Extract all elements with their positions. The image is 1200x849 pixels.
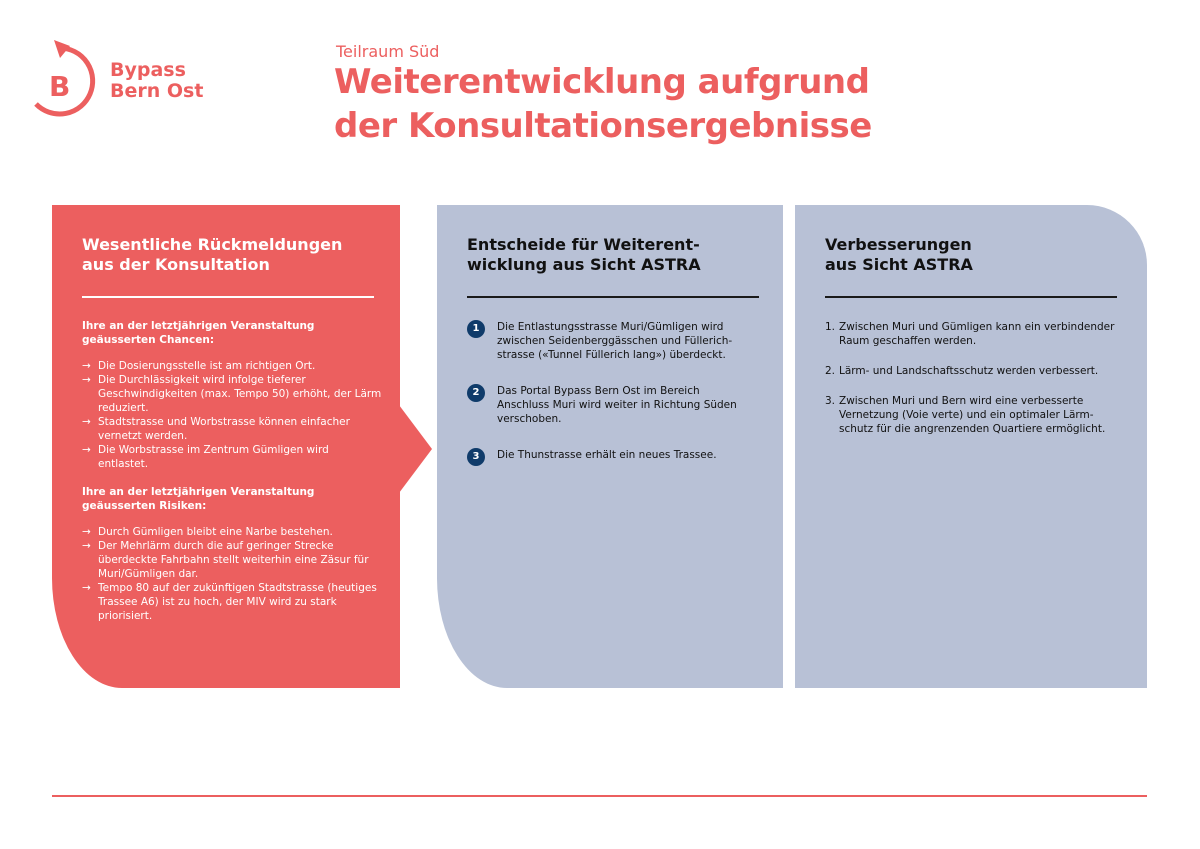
panel-decisions <box>437 205 783 688</box>
list-item <box>82 539 382 581</box>
chances-heading <box>82 319 382 347</box>
number-badge: 2 <box>467 384 485 402</box>
logo-line1: Bypass <box>110 59 186 81</box>
list-item-text: Der Mehrlärm durch die auf geringer Strecke überdeckte Fahrbahn stellt weiterhin eine Zäsur für Muri/Gümligen dar. <box>98 540 369 580</box>
chances-heading-line2: geäusserten Chancen: <box>82 334 215 346</box>
footer-divider <box>52 795 1147 797</box>
arrow-icon: → <box>82 360 91 372</box>
decisions-list <box>467 320 737 484</box>
title-line1: Weiterentwicklung aufgrund <box>334 62 870 102</box>
arrow-icon: → <box>82 540 91 552</box>
divider <box>82 296 374 298</box>
panel-improvements-heading <box>825 235 973 275</box>
page-title <box>334 60 872 148</box>
page-subtitle: Teilraum Süd <box>336 42 440 61</box>
arrow-icon: → <box>82 444 91 456</box>
divider <box>467 296 759 298</box>
list-item-text: Zwischen Muri und Bern wird eine verbesserte Vernetzung (Voie verte) und ein optimaler Lärm-schutz für die angrenzenden Quartiere ermöglicht. <box>839 395 1106 435</box>
list-item <box>82 525 382 539</box>
panel-improvements <box>795 205 1147 688</box>
list-item-text: Das Portal Bypass Bern Ost im Bereich Anschluss Muri wird weiter in Richtung Süden verschoben. <box>497 385 737 425</box>
divider <box>825 296 1117 298</box>
list-item-text: Stadtstrasse und Worbstrasse können einfacher vernetzt werden. <box>98 416 350 442</box>
panel-decisions-heading <box>467 235 701 275</box>
logo-line2: Bern Ost <box>110 80 204 102</box>
panel-feedback <box>52 205 400 688</box>
heading-line1: Verbesserungen <box>825 235 972 254</box>
list-number: 3. <box>825 395 836 407</box>
list-item <box>82 581 382 623</box>
heading-line2: aus Sicht ASTRA <box>825 255 973 274</box>
list-item <box>82 359 382 373</box>
list-item-text: Die Dosierungsstelle ist am richtigen Ort. <box>98 360 316 372</box>
list-item-text: Zwischen Muri und Gümligen kann ein verbindender Raum geschaffen werden. <box>839 321 1115 347</box>
list-item <box>825 320 1125 348</box>
list-item-text: Die Entlastungsstrasse Muri/Gümligen wird zwischen Seidenberggässchen und Füllerich-strasse («Tunnel Füllerich lang») überdeckt. <box>497 321 733 361</box>
list-item-text: Die Worbstrasse im Zentrum Gümligen wird entlastet. <box>98 444 329 470</box>
heading-line2: aus der Konsultation <box>82 255 270 274</box>
risks-heading-line1: Ihre an der letztjährigen Veranstaltung <box>82 486 315 498</box>
arrow-icon: → <box>82 416 91 428</box>
list-number: 1. <box>825 321 836 333</box>
improvements-list <box>825 320 1125 452</box>
list-item <box>825 364 1125 378</box>
logo-letter: B <box>49 70 71 103</box>
list-item-text: Durch Gümligen bleibt eine Narbe bestehen. <box>98 526 333 538</box>
panel-pointer-arrow <box>399 405 432 493</box>
chances-heading-line1: Ihre an der letztjährigen Veranstaltung <box>82 320 315 332</box>
panel-feedback-heading <box>82 235 342 275</box>
list-item-text: Die Durchlässigkeit wird infolge tieferer Geschwindigkeiten (max. Tempo 50) erhöht, der Lärm reduziert. <box>98 374 382 414</box>
chances-list <box>82 359 382 471</box>
list-item <box>467 384 737 426</box>
list-item-text: Die Thunstrasse erhält ein neues Trassee. <box>497 449 717 461</box>
list-item-text: Tempo 80 auf der zukünftigen Stadtstrasse (heutiges Trassee A6) ist zu hoch, der MIV wird zu stark priorisiert. <box>98 582 377 622</box>
list-number: 2. <box>825 365 836 377</box>
heading-line1: Wesentliche Rückmeldungen <box>82 235 343 254</box>
risks-heading-line2: geäusserten Risiken: <box>82 500 207 512</box>
list-item <box>82 373 382 415</box>
logo-text <box>110 60 203 102</box>
arrow-icon: → <box>82 582 91 594</box>
number-badge: 3 <box>467 448 485 466</box>
title-line2: der Konsultationsergebnisse <box>334 106 872 146</box>
list-item <box>467 448 737 462</box>
logo <box>30 38 230 123</box>
heading-line1: Entscheide für Weiterent- <box>467 235 700 254</box>
number-badge: 1 <box>467 320 485 338</box>
risks-heading <box>82 485 382 513</box>
risks-list <box>82 525 382 623</box>
heading-line2: wicklung aus Sicht ASTRA <box>467 255 701 274</box>
feedback-content <box>82 319 382 637</box>
list-item <box>467 320 737 362</box>
arrow-icon: → <box>82 374 91 386</box>
circular-arrow-icon <box>30 38 110 123</box>
list-item <box>82 443 382 471</box>
list-item <box>825 394 1125 436</box>
list-item-text: Lärm- und Landschaftsschutz werden verbessert. <box>839 365 1099 377</box>
list-item <box>82 415 382 443</box>
arrow-icon: → <box>82 526 91 538</box>
